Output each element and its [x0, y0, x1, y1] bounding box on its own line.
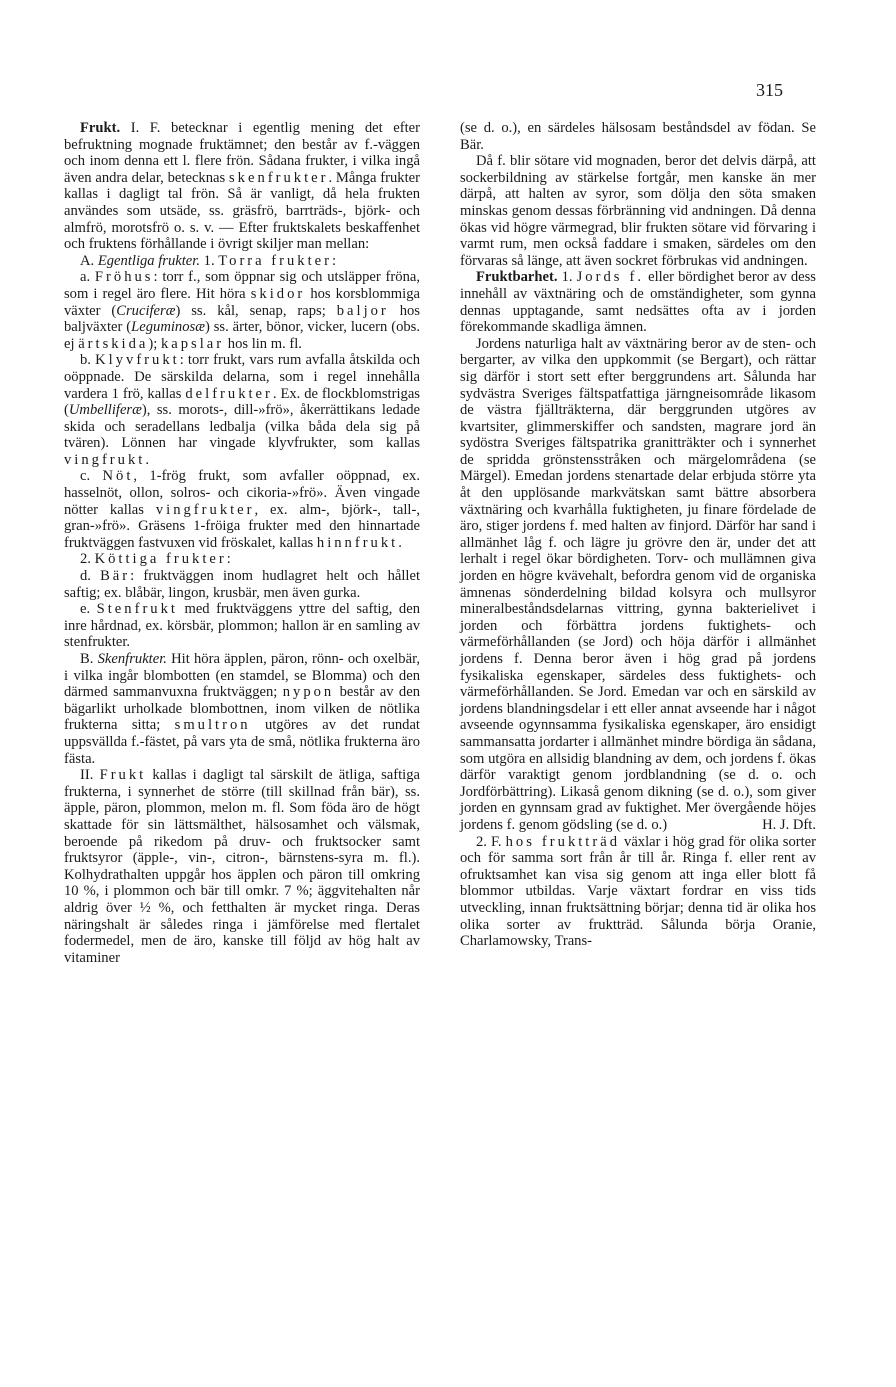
paragraph-skenfrukter: B. Skenfrukter. Hit höra äpplen, päron, rönn- och oxelbär, i vilka ingår blombotten (en stamdel, se Blomma) och den därmed sammanvuxna fruktväggen; nypon består av den bägarlikt urholkade blombottnen, inom vilken de nötlika frukterna sitta; smultron utgöres av det rundat uppsvällda f.-fästet, på vars yta de små, nötlika frukterna äro fästa.	[64, 651, 420, 767]
paragraph-frohus: a. Fröhus: torr f., som öppnar sig och utsläpper fröna, som i regel äro flere. Hit höra skidor hos korsblommiga växter (Cruciferæ) ss. kål, senap, raps; baljor hos baljväxter (Leguminosæ) ss. ärter, bönor, vicker, lucern (obs. ej ärtskida); kapslar hos lin m. fl.	[64, 269, 421, 352]
paragraph-not: c. Nöt, 1-frög frukt, som avfaller oöppnad, ex. hasselnöt, ollon, solros- och cikoria-»frö». Även vingade nötter kallas vingfrukter, ex. alm-, björk-, tall-, gran-»frö». Gräsens 1-fröiga frukter med den hinnartade fruktväggen fastvuxen vid fröskalet, kallas hinnfrukt.	[64, 468, 420, 551]
paragraph-fruktbarhet: Fruktbarhet. 1. Jords f. eller bördighet beror av dess innehåll av växtnäring och de omständigheter, som gynna dennas upptagande, samt nedsättes ofta av i jorden förekommande skadliga ämnen.	[460, 269, 816, 336]
paragraph-klyvfrukt: b. Klyvfrukt: torr frukt, vars rum avfalla åtskilda och oöppnade. De särskilda delarna, som i regel innehålla vardera 1 frö, kallas delfrukter. Ex. de flockblomstrigas (Umbelliferæ), ss. morots-, dill-»frö», åkerrättikans ledade skida och seradellans ledbalja (vilka båda dela sig på tvären). Lönnen har vingade klyvfrukter, som kallas vingfrukt.	[64, 352, 421, 468]
paragraph-frukt-ii: II. Frukt kallas i dagligt tal särskilt de ätliga, saftiga frukterna, i synnerhet de större (till skillnad från bär), ss. äpple, päron, plommon, melon m. fl. Som föda äro de högt skattade för sin lättsmälthet, hälsosamhet och välsmak, beroende på rikedom på druv- och fruktsocker samt fruktsyror (äpple-, vin-, citron-, bärnstens-syra m. fl.). Kolhydrathalten uppgår hos äpplen och päron till omkring 10 %, i plommon och bär till omkr. 7 %; äggvitehalten når aldrig över ½ %, och fetthalten är mycket ringa. Deras näringshalt är således ringa i jämförelse med flertalet fodermedel, men de äro, kanske till följd av hög halt av vitaminer	[64, 767, 420, 966]
headword-frukt: Frukt.	[80, 120, 121, 136]
paragraph-stenfrukt: e. Stenfrukt med fruktväggens yttre del saftig, den inre hårdnad, ex. körsbär, plommon; hallon är en samling av stenfrukter.	[64, 601, 421, 651]
paragraph-kottiga-frukter: 2. Köttiga frukter:	[80, 551, 231, 568]
page-number: 315	[756, 80, 783, 100]
author-signature: H. J. Dft.	[762, 816, 816, 833]
paragraph-mognad: Då f. blir sötare vid mognaden, beror det delvis därpå, att sockerbildning av stärkelse fortgår, men kanske än mer därpå, att halten av syror, som dölja den söta smaken minskas genom dessas förbränning vid andningen. Då denna ökas vid högre värmegrad, blir frukten sötare vid förvaring i varmt rum, men också faddare i smaken, särdeles om den förvaras så länge, att även sockret förbrukas vid andningen.	[460, 153, 816, 269]
left-column	[64, 120, 420, 966]
paragraph-continuation: (se d. o.), en särdeles hälsosam beståndsdel av födan. Se Bär.	[460, 120, 816, 153]
headword-fruktbarhet: Fruktbarhet.	[476, 269, 558, 286]
paragraph-jordens-halt: Jordens naturliga halt av växtnäring beror av de sten- och bergarter, av vilka den uppkommit (se Bergart), och rättar sig därför i stort sett efter berggrundens art. Sålunda har sydvästra Sveriges fältspatfattiga järngneisområde likasom de västra fjällträkterna, där berggrunden utgöres av kvartsiter, glimmerskiffer och sandsten, magrare jord än sydöstra Sveriges fältspatrika granitträkter och i synnerhet de spridda grönstensstråken och märgelområdena (se Märgel). Emedan jordens stenartade delar erbjuda större yta åt den upplösande markvätskan samt bättre absorbera växtnäring och kvarhålla fuktigheten, ju finare fördelade de äro, stiger jordens f. med halten av finjord. Därför har sand i allmänhet låg f. och lägre ju grövre den är, under det att lerhalt i regel ökar bördigheten. Torv- och mullämnen giva jorden en högre kvävehalt, befordra genom vid de organiska ämnenas sönderdelning bildad kolsyra och mullsyror mineralbeståndsdelarnas vittring, gynna bakterielivet i jorden och förbättra jordens fuktighets- och värmeförhållanden (se Jord) och höja därför i allmänhet jordens f. Denna beror även i hög grad på jordens fysikaliska egenskaper, särdeles dess fuktighets- och värmeförhållanden. Se Jord. Emedan var och en särskild av jordens blandningsdelar i ett eller annat avseende har i något avseende ogynnsamma fysikaliska egenskaper, äro ensidigt sammansatta jordarter i allmänhet mindre bördiga än sådana, som utgöra en allsidig blandning av dem, och jordens f. ökas därför varaktigt genom jordblandning (se d. o. och Jordförbättring). Likaså genom dikning (se d. o.), som giver jorden en gynnsam grad av fuktighet. Mer övergående höjes jordens f. genom gödsling (se d. o.) H. J. Dft.	[460, 335, 816, 833]
paragraph-frukt-intro: Frukt. I. F. betecknar i egentlig mening det efter befruktning mognade fruktämnet; den består av f.-väggen och inom denna ett l. flere frön. Sådana frukter, i vilka ingå även andra delar, betecknas skenfrukter. Många frukter kallas i dagligt tal frön. Så är vanligt, då hela frukten användes som utsäde, ss. gräsfrö, barrträds-, björk- och almfrö, morotsfrö o. s. v. — Efter fruktskalets beskaffenhet och fruktens förhållande i övrigt skiljer man mellan:	[64, 120, 420, 253]
paragraph-fruktrad: 2. F. hos fruktträd växlar i hög grad för olika sorter och för samma sort från år till år. Ringa f. eller rent av ofruktsamhet kan visa sig genom att inga eller blott få blommor utbildas. Varje växtart fordrar en viss tids utveckling, innan fruktsättning börjar; denna tid är olika hos olika sorter av fruktträd. Sålunda börja Oranie, Charlamowsky, Trans-	[460, 833, 817, 950]
paragraph-bar: d. Bär: fruktväggen inom hudlagret helt och hållet saftig; ex. blåbär, lingon, krusbär, men även gurka.	[64, 568, 420, 601]
right-column	[460, 120, 816, 950]
paragraph-egentliga-frukter: A. Egentliga frukter. 1. Torra frukter:	[80, 252, 337, 269]
